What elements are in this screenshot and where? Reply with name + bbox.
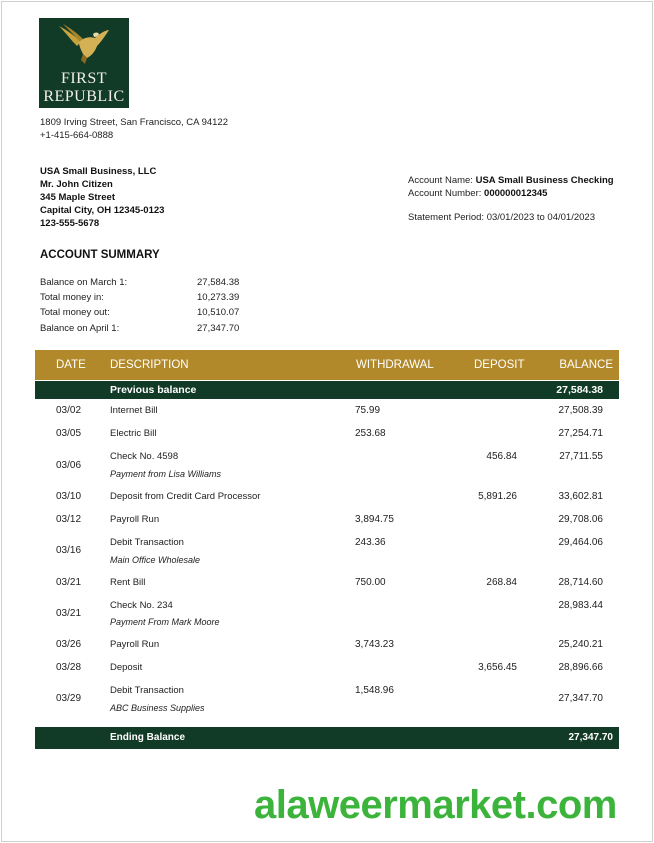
customer-contact: Mr. John Citizen xyxy=(40,179,113,190)
summary-row xyxy=(40,305,239,320)
row-balance: 29,464.06 xyxy=(558,537,603,548)
row-withdrawal: 750.00 xyxy=(355,577,386,588)
row-date: 03/16 xyxy=(56,545,82,556)
period-value: 03/01/2023 to 04/01/2023 xyxy=(486,212,595,223)
row-deposit: 3,656.45 xyxy=(478,662,517,673)
summary-label: Total money out: xyxy=(40,307,110,319)
row-description: Payroll Run xyxy=(110,514,160,525)
previous-balance-value: 27,584.38 xyxy=(556,384,603,396)
row-date: 03/21 xyxy=(56,577,82,588)
row-subdescription: Payment From Mark Moore xyxy=(110,617,220,627)
row-description: Electric Bill xyxy=(110,428,157,439)
bank-logo xyxy=(39,18,129,108)
row-description: Deposit from Credit Card Processor xyxy=(110,491,261,502)
customer-phone: 123-555-5678 xyxy=(40,218,100,229)
row-balance: 25,240.21 xyxy=(558,639,603,650)
row-withdrawal: 75.99 xyxy=(355,405,381,416)
row-date: 03/28 xyxy=(56,662,82,673)
row-balance: 33,602.81 xyxy=(558,491,603,502)
bank-phone: +1-415-664-0888 xyxy=(40,130,114,141)
row-balance: 28,714.60 xyxy=(558,577,603,588)
summary-label: Balance on March 1: xyxy=(40,277,128,288)
watermark: alaweermarket.com xyxy=(254,783,617,827)
row-description: Rent Bill xyxy=(110,577,146,588)
row-balance: 27,347.70 xyxy=(558,693,603,704)
bank-address xyxy=(40,116,228,142)
logo-text-line2: REPUBLIC xyxy=(43,88,125,105)
account-summary xyxy=(40,275,239,336)
account-number-value: 000000012345 xyxy=(484,188,548,199)
row-date: 03/21 xyxy=(56,608,82,619)
account-name-value: USA Small Business Checking xyxy=(475,175,614,186)
row-subdescription: ABC Business Supplies xyxy=(110,703,205,713)
transactions-header xyxy=(35,350,619,380)
row-description: Check No. 234 xyxy=(110,600,173,611)
account-number-label: Account Number: xyxy=(408,188,482,199)
header-withdrawal: WITHDRAWAL xyxy=(356,359,434,371)
row-withdrawal: 3,894.75 xyxy=(355,514,394,525)
header-balance: BALANCE xyxy=(559,359,613,371)
ending-balance-band xyxy=(35,727,619,749)
period-label: Statement Period: xyxy=(408,212,485,223)
summary-label: Balance on April 1: xyxy=(40,322,120,334)
row-description: Payroll Run xyxy=(110,639,160,650)
row-description: Deposit xyxy=(110,662,143,673)
summary-value: 27,584.38 xyxy=(197,277,240,288)
row-deposit: 268.84 xyxy=(486,577,517,588)
account-name-label: Account Name: xyxy=(408,175,473,186)
previous-balance-band xyxy=(35,381,619,399)
summary-value: 10,510.07 xyxy=(197,307,240,319)
row-balance: 29,708.06 xyxy=(558,514,603,525)
header-description: DESCRIPTION xyxy=(110,359,189,371)
row-balance: 28,896.66 xyxy=(558,662,603,673)
row-date: 03/10 xyxy=(56,491,82,502)
customer-name: USA Small Business, LLC xyxy=(40,166,157,177)
row-balance: 28,983.44 xyxy=(558,600,603,611)
row-date: 03/06 xyxy=(56,460,82,471)
row-date: 03/26 xyxy=(56,639,82,650)
row-date: 03/29 xyxy=(56,693,82,704)
row-description: Check No. 4598 xyxy=(110,451,179,462)
row-withdrawal: 253.68 xyxy=(355,428,386,439)
row-date: 03/12 xyxy=(56,514,82,525)
row-withdrawal: 3,743.23 xyxy=(355,639,394,650)
summary-title: ACCOUNT SUMMARY xyxy=(40,249,160,261)
statement-period xyxy=(408,212,595,223)
row-withdrawal: 1,548.96 xyxy=(355,685,394,696)
row-subdescription: Main Office Wholesale xyxy=(110,555,201,565)
account-info xyxy=(408,174,614,200)
customer-street: 345 Maple Street xyxy=(40,192,115,203)
summary-value: 27,347.70 xyxy=(197,322,240,334)
summary-label: Total money in: xyxy=(40,292,104,304)
summary-row xyxy=(40,275,239,290)
summary-row xyxy=(40,321,239,336)
eagle-icon xyxy=(57,22,111,68)
ending-balance-label: Ending Balance xyxy=(110,732,186,743)
row-date: 03/02 xyxy=(56,405,82,416)
row-description: Debit Transaction xyxy=(110,537,184,548)
row-description: Debit Transaction xyxy=(110,685,184,696)
row-deposit: 5,891.26 xyxy=(478,491,517,502)
row-date: 03/05 xyxy=(56,428,82,439)
summary-row xyxy=(40,290,239,305)
header-date: DATE xyxy=(56,359,86,371)
row-balance: 27,508.39 xyxy=(558,405,603,416)
customer-city: Capital City, OH 12345-0123 xyxy=(40,205,165,216)
ending-balance-value: 27,347.70 xyxy=(568,732,613,743)
summary-value: 10,273.39 xyxy=(197,292,240,304)
row-balance: 27,711.55 xyxy=(559,451,603,462)
header-deposit: DEPOSIT xyxy=(474,359,525,371)
row-withdrawal: 243.36 xyxy=(355,537,386,548)
customer-block xyxy=(40,165,164,230)
previous-balance-label: Previous balance xyxy=(110,384,197,396)
row-subdescription: Payment from Lisa Williams xyxy=(110,469,221,479)
bank-address-line: 1809 Irving Street, San Francisco, CA 94122 xyxy=(40,117,228,128)
row-description: Internet Bill xyxy=(110,405,158,416)
row-deposit: 456.84 xyxy=(486,451,517,462)
row-balance: 27,254.71 xyxy=(558,428,603,439)
logo-text-line1: FIRST xyxy=(60,70,108,87)
